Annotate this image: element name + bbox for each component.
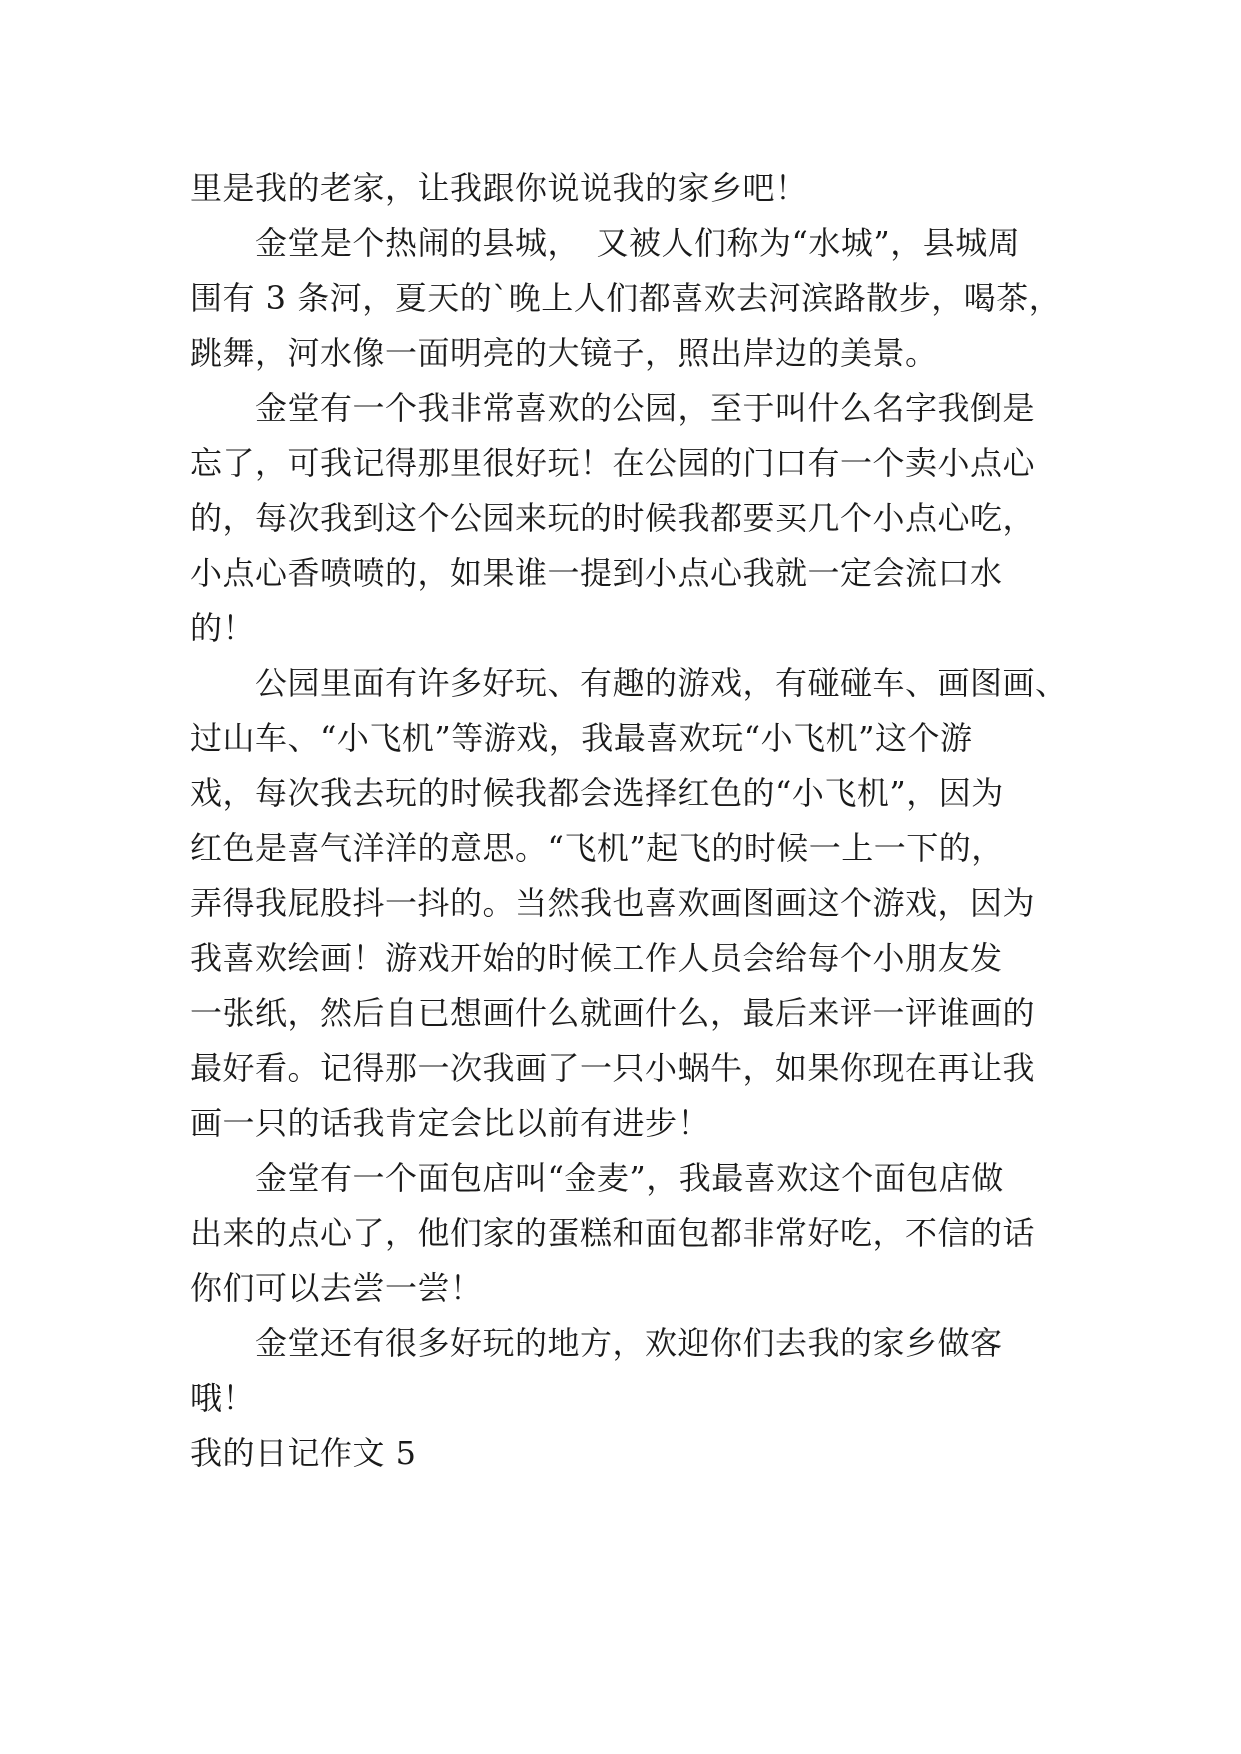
text-line: 里是我的老家，让我跟你说说我的家乡吧！ xyxy=(190,169,808,207)
text-line: 戏，每次我去玩的时候我都会选择红色的“小飞机”，因为 xyxy=(190,774,1004,812)
text-line: 公园里面有许多好玩、有趣的游戏，有碰碰车、画图画、 xyxy=(190,664,1068,702)
text-line: 画一只的话我肯定会比以前有进步！ xyxy=(190,1104,711,1142)
text-line: 金堂有一个我非常喜欢的公园，至于叫什么名字我倒是 xyxy=(190,389,1036,427)
text-line: 跳舞，河水像一面明亮的大镜子，照出岸边的美景。 xyxy=(190,334,938,372)
text-line: 的！ xyxy=(190,609,256,647)
section-heading: 我的日记作文 5 xyxy=(190,1434,417,1472)
text-line: 金堂还有很多好玩的地方，欢迎你们去我的家乡做客 xyxy=(190,1324,1003,1362)
text-line: 金堂有一个面包店叫“金麦”，我最喜欢这个面包店做 xyxy=(190,1159,1004,1197)
text-line: 最好看。记得那一次我画了一只小蜗牛，如果你现在再让我 xyxy=(190,1049,1036,1087)
text-line: 哦！ xyxy=(190,1379,256,1417)
text-line: 我喜欢绘画！游戏开始的时候工作人员会给每个小朋友发 xyxy=(190,939,1003,977)
text-line: 过山车、“小飞机”等游戏，我最喜欢玩“小飞机”这个游 xyxy=(190,719,973,757)
text-line: 你们可以去尝一尝！ xyxy=(190,1269,483,1307)
text-line: 出来的点心了，他们家的蛋糕和面包都非常好吃，不信的话 xyxy=(190,1214,1036,1252)
text-line: 忘了，可我记得那里很好玩！在公园的门口有一个卖小点心 xyxy=(190,444,1036,482)
text-line: 弄得我屁股抖一抖的。当然我也喜欢画图画这个游戏，因为 xyxy=(190,884,1036,922)
text-line: 金堂是个热闹的县城， 又被人们称为“水城”，县城周 xyxy=(190,224,1021,262)
text-line: 小点心香喷喷的，如果谁一提到小点心我就一定会流口水 xyxy=(190,554,1003,592)
text-line: 围有 3 条河，夏天的`晚上人们都喜欢去河滨路散步，喝茶， xyxy=(190,279,1062,317)
text-line: 一张纸，然后自已想画什么就画什么，最后来评一评谁画的 xyxy=(190,994,1036,1032)
text-line: 红色是喜气洋洋的意思。“飞机”起飞的时候一上一下的， xyxy=(190,829,1004,867)
text-line: 的，每次我到这个公园来玩的时候我都要买几个小点心吃， xyxy=(190,499,1036,537)
